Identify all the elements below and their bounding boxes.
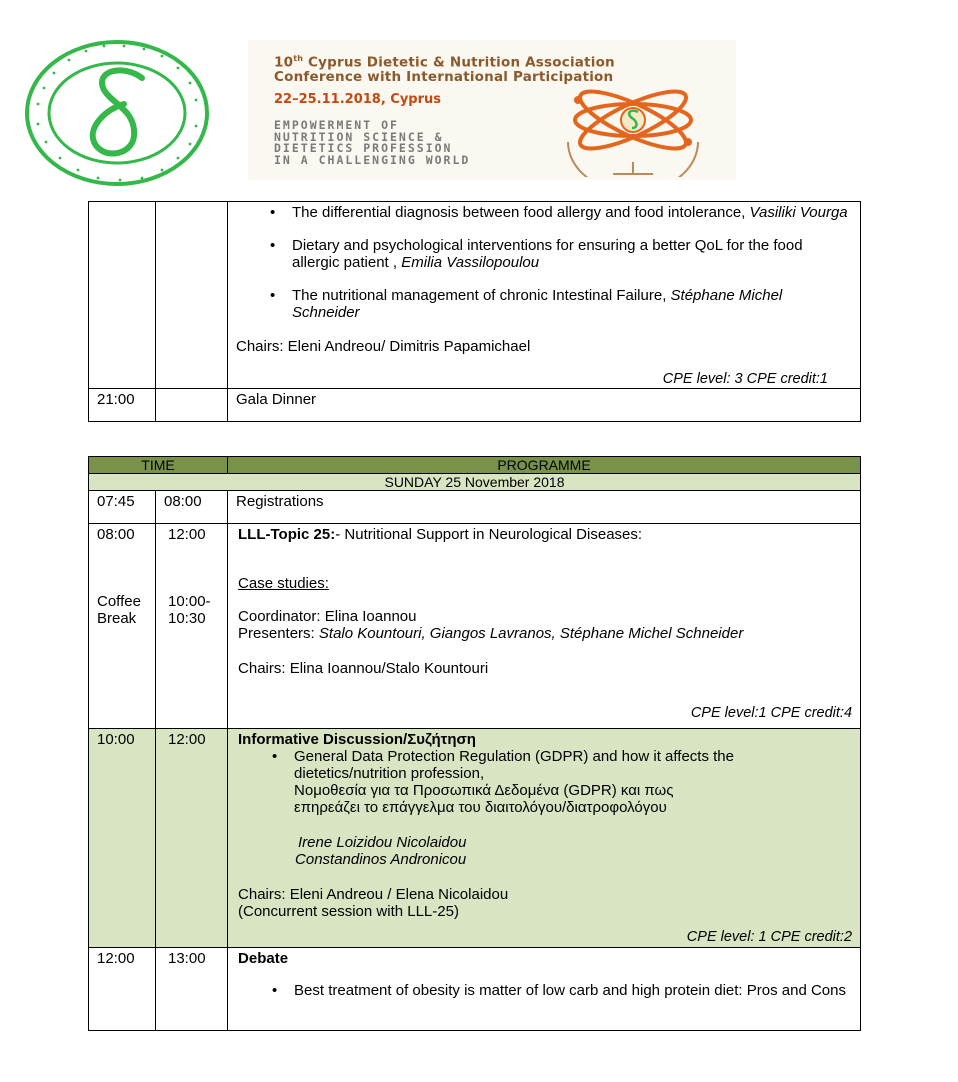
- speaker-name: Irene Loizidou Nicolaidou: [298, 834, 467, 851]
- day-row: [89, 474, 861, 491]
- session-note: (Concurrent session with LLL-25): [238, 903, 459, 920]
- table-row: [89, 491, 861, 524]
- end-time-cell: 12:00 10:00- 10:30: [156, 524, 228, 729]
- presenters-text: Presenters: Stalo Kountouri, Giangos Lavranos, Stéphane Michel Schneider: [238, 625, 744, 642]
- start-time-cell: 07:45: [89, 491, 156, 524]
- start-time-cell: 21:00: [89, 389, 156, 422]
- atom-globe-icon: [548, 82, 718, 177]
- association-logo: [24, 38, 210, 188]
- end-time-cell: 13:00: [156, 948, 228, 1031]
- table-row: [89, 948, 861, 1031]
- table-row: [89, 389, 861, 422]
- table-header-row: [89, 457, 861, 474]
- table-row: [89, 202, 861, 389]
- table-row: [89, 524, 861, 729]
- chairs-text: Chairs: Eleni Andreou/ Dimitris Papamichael: [236, 338, 531, 355]
- start-time-cell: 10:00: [89, 729, 156, 948]
- session-cell: Registrations: [228, 491, 861, 524]
- topic-title: LLL-Topic 25:- Nutritional Support in Neurological Diseases:: [238, 526, 643, 543]
- column-header-time: TIME: [89, 457, 228, 474]
- session-cell: [228, 729, 861, 948]
- day-title: SUNDAY 25 November 2018: [89, 474, 861, 491]
- case-studies-heading: Case studies:: [238, 575, 329, 592]
- coffee-break-time: 10:00- 10:30: [168, 593, 211, 627]
- session-cell: [228, 202, 861, 389]
- session-cell: Gala Dinner: [228, 389, 861, 422]
- list-item: • General Data Protection Regulation (GDPR) and how it affects the dietetics/nutrition profession, Νομοθεσία για τα Προσωπικά Δεδομένα (GDPR) και πως επηρεάζει το επάγγελμα του διαιτολόγου/διατροφολόγου: [272, 748, 734, 816]
- cpe-info: CPE level:1 CPE credit:4: [690, 705, 853, 721]
- start-time-cell: 08:00 Coffee Break: [89, 524, 156, 729]
- list-item: • Best treatment of obesity is matter of low carb and high protein diet: Pros and Cons: [272, 982, 846, 999]
- column-header-programme: PROGRAMME: [228, 457, 861, 474]
- cpe-info: CPE level: 1 CPE credit:2: [686, 929, 853, 945]
- banner-title: 10th Cyprus Dietetic & Nutrition Association Conference with International Participation: [274, 54, 615, 85]
- session-cell: [228, 524, 861, 729]
- conference-banner: [248, 40, 736, 180]
- banner-tagline: EMPOWERMENT OF NUTRITION SCIENCE & DIETETICS PROFESSION IN A CHALLENGING WORLD: [274, 118, 471, 167]
- session-title: Debate: [238, 950, 289, 967]
- programme-table-sunday: [88, 456, 861, 1031]
- cpe-info: CPE level: 3 CPE credit:1: [662, 371, 828, 387]
- coffee-break-label: Coffee Break: [97, 593, 141, 627]
- start-time-cell: 12:00: [89, 948, 156, 1031]
- speaker-name: Constandinos Andronicou: [295, 851, 467, 868]
- session-cell: [228, 948, 861, 1031]
- end-time-cell: [156, 389, 228, 422]
- chairs-text: Chairs: Eleni Andreou / Elena Nicolaidou: [238, 886, 509, 903]
- start-time-cell: [89, 202, 156, 389]
- end-time-cell: 08:00: [156, 491, 228, 524]
- list-item: • The differential diagnosis between food allergy and food intolerance, Vasiliki Vourga: [270, 204, 848, 221]
- coordinator-text: Coordinator: Elina Ioannou: [238, 608, 417, 625]
- banner-date: 22–25.11.2018, Cyprus: [274, 92, 442, 107]
- chairs-text: Chairs: Elina Ioannou/Stalo Kountouri: [238, 660, 489, 677]
- table-row: [89, 729, 861, 948]
- list-item: • Dietary and psychological interventions for ensuring a better QoL for the food allergic patient , Emilia Vassilopoulou: [270, 237, 803, 271]
- end-time-cell: 12:00: [156, 729, 228, 948]
- list-item: • The nutritional management of chronic Intestinal Failure, Stéphane Michel Schneider: [270, 287, 783, 321]
- programme-table-continued: [88, 201, 861, 422]
- session-title: Informative Discussion/Συζήτηση: [238, 731, 476, 748]
- end-time-cell: [156, 202, 228, 389]
